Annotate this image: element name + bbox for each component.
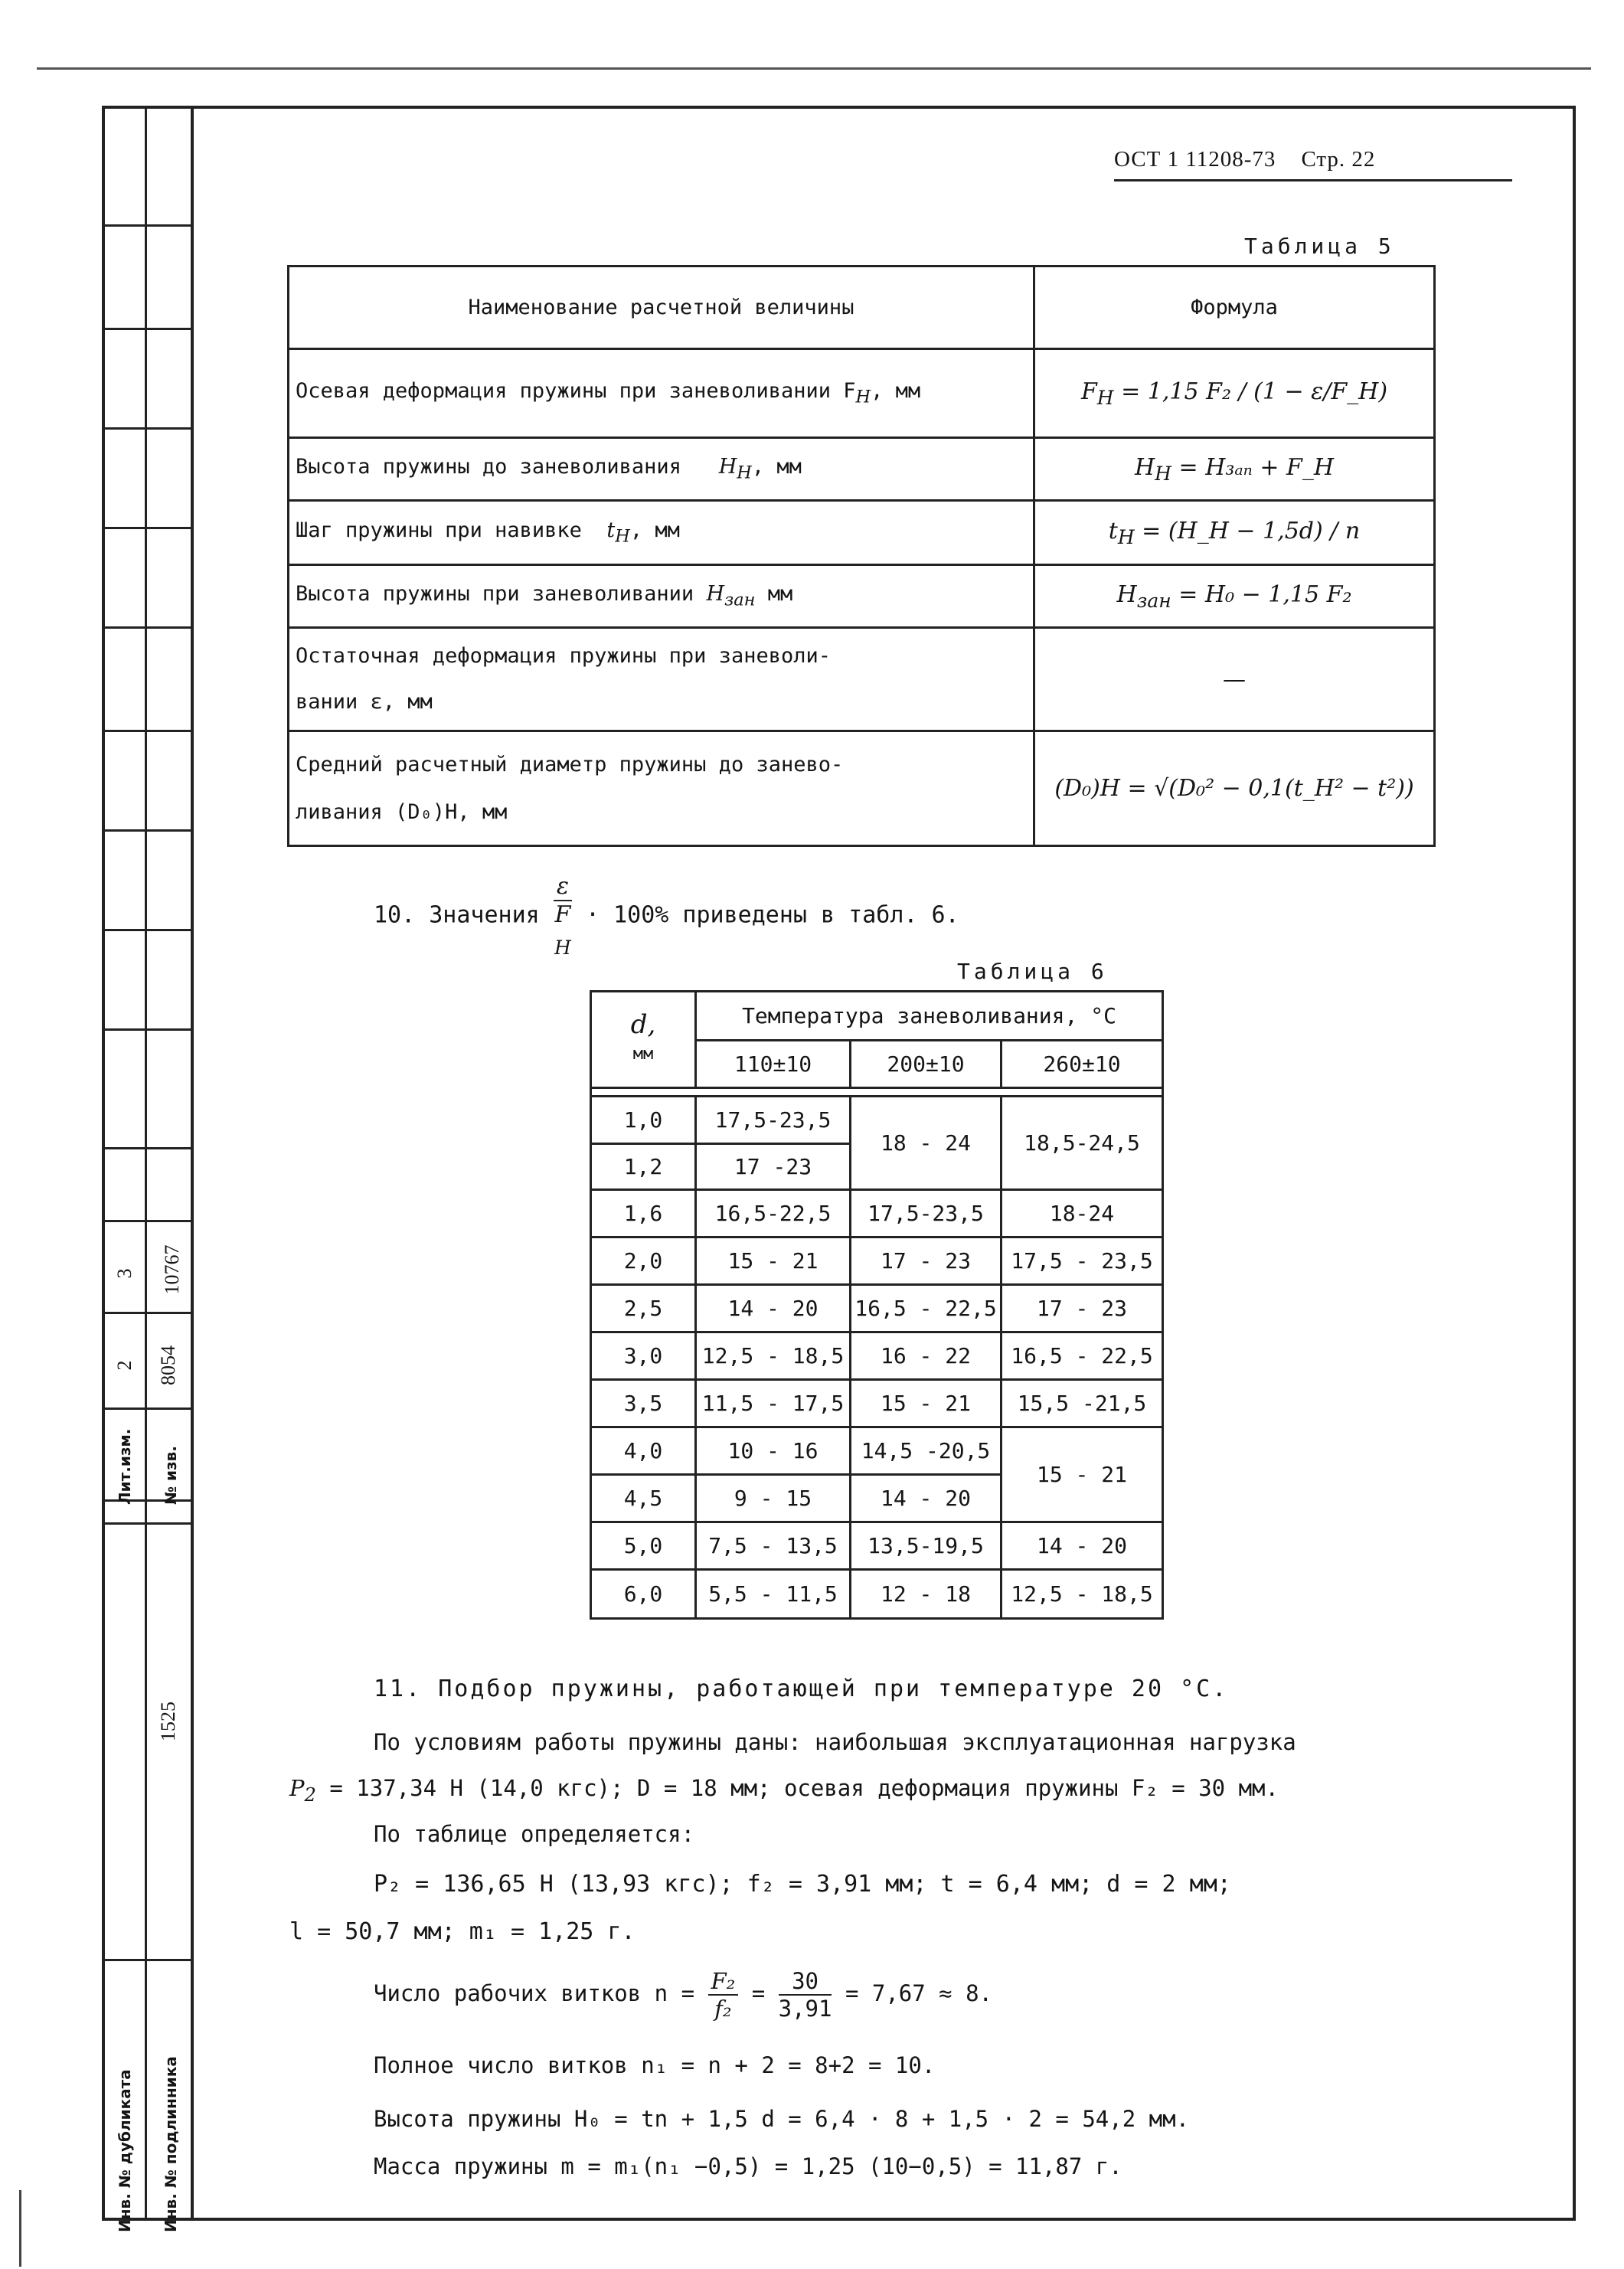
table6-cell: 16,5 - 22,5 — [851, 1285, 1002, 1332]
paragraph-11-line: По таблице определяется: — [374, 1821, 695, 1847]
fraction-30-391: $\frac{30}{3,91}$ — [778, 1968, 832, 2022]
table-row — [591, 1088, 1163, 1097]
rev-2-value: 2 — [113, 1360, 136, 1371]
fraction-eps-f: ε F $_Н$ — [554, 873, 571, 959]
table-row — [289, 266, 1435, 349]
fraction-f2-f2: $\frac{\text{F₂}}{\text{f₂}}$ — [708, 1968, 739, 2022]
strip-rule — [102, 1220, 194, 1222]
inv-podl-label: Инв. № подлинника — [162, 2056, 180, 2232]
table6-cell: 15,5 -21,5 — [1002, 1380, 1163, 1427]
table6-cell: 10 - 16 — [696, 1427, 851, 1475]
table5-cell-formula: $F_Н = 1,15$ F₂ / (1 − ε/F_Н) — [1034, 349, 1435, 438]
table5-cell-name: Шаг пружины при навивке $t_Н$, мм — [289, 501, 1034, 565]
table6-cell: 5,5 - 11,5 — [696, 1570, 851, 1619]
table-row — [289, 731, 1435, 846]
table6-cell: 14 - 20 — [851, 1475, 1002, 1522]
table5-cell-formula: $H_Н = H_{3an}$ + F_Н — [1034, 438, 1435, 501]
table6-temp-110: 110±10 — [696, 1041, 851, 1088]
table6-cell: 7,5 - 13,5 — [696, 1522, 851, 1570]
strip-rule — [102, 1028, 194, 1031]
table6-cell: 12,5 - 18,5 — [1002, 1570, 1163, 1619]
table-row — [591, 1380, 1163, 1427]
table6 — [590, 990, 1164, 1620]
table-row — [591, 1332, 1163, 1380]
table6-cell: 2,5 — [591, 1285, 696, 1332]
paragraph-11-line: Высота пружины H₀ = tn + 1,5 d = 6,4 · 8 + 1,5 · 2 = 54,2 мм. — [374, 2106, 1190, 2132]
inv-podl-value: 1525 — [157, 1702, 179, 1741]
table-row — [591, 1285, 1163, 1332]
strip-rule — [102, 224, 194, 227]
table6-cell: 11,5 - 17,5 — [696, 1380, 851, 1427]
table5-cell-formula: $t_Н$ = (H_Н − 1,5d) / n — [1034, 501, 1435, 565]
lit-izm-label: Лит.изм. — [116, 1428, 134, 1505]
strip-rule — [102, 1522, 194, 1525]
table6-cell: 14 - 20 — [1002, 1522, 1163, 1570]
table6-spacer — [591, 1088, 1163, 1097]
izv-8054-value: 8054 — [157, 1345, 179, 1385]
strip-rule — [102, 527, 194, 529]
table6-cell: 1,6 — [591, 1190, 696, 1237]
paragraph-11-line: Полное число витков n₁ = n + 2 = 8+2 = 10. — [374, 2052, 936, 2078]
table6-cell: 4,0 — [591, 1427, 696, 1475]
table6-cell: 17,5 - 23,5 — [1002, 1237, 1163, 1285]
strip-divider — [145, 106, 147, 2221]
header-rule — [1114, 179, 1512, 181]
strip-rule — [102, 328, 194, 330]
table6-temp-header: Температура заневоливания, °С — [696, 992, 1163, 1041]
table6-cell: 6,0 — [591, 1570, 696, 1619]
table6-cell: 16,5-22,5 — [696, 1190, 851, 1237]
table6-cell: 2,0 — [591, 1237, 696, 1285]
strip-rule — [102, 427, 194, 430]
strip-rule — [102, 1312, 194, 1314]
margin-mark — [19, 2190, 21, 2267]
table-row — [591, 1570, 1163, 1619]
table5-cell-name: Остаточная деформация пружины при заневоли- вании ε, мм — [289, 628, 1034, 731]
paragraph-11-line: Масса пружины m = m₁(n₁ −0,5) = 1,25 (10−0,5) = 11,87 г. — [374, 2153, 1122, 2179]
table6-cell: 14 - 20 — [696, 1285, 851, 1332]
table6-cell: 18,5-24,5 — [1002, 1097, 1163, 1190]
table6-temp-200: 200±10 — [851, 1041, 1002, 1088]
table6-cell: 1,0 — [591, 1097, 696, 1144]
strip-rule — [102, 1959, 194, 1961]
table5 — [287, 265, 1436, 847]
table5-cell-name: Высота пружины до заневоливания $H_Н$, мм — [289, 438, 1034, 501]
strip-rule — [102, 1147, 194, 1149]
table-row — [591, 1237, 1163, 1285]
table6-cell: 15 - 21 — [851, 1380, 1002, 1427]
table6-cell: 3,5 — [591, 1380, 696, 1427]
inv-dubl-label: Инв. № дубликата — [116, 2069, 134, 2232]
table6-cell: 15 - 21 — [696, 1237, 851, 1285]
table5-header-name: Наименование расчетной величины — [289, 266, 1034, 349]
table5-cell-name: Осевая деформация пружины при заневоливании $F_Н$, мм — [289, 349, 1034, 438]
paragraph-11-line: По условиям работы пружины даны: наибольшая эксплуатационная нагрузка — [374, 1729, 1296, 1755]
paragraph-11-line: l = 50,7 мм; m₁ = 1,25 г. — [289, 1918, 636, 1945]
table-row — [289, 628, 1435, 731]
table5-caption: Таблица 5 — [1244, 234, 1395, 259]
table-row — [591, 1427, 1163, 1475]
table6-cell: 16 - 22 — [851, 1332, 1002, 1380]
table5-header-formula: Формула — [1034, 266, 1435, 349]
paragraph-11-line: $P_2 = 137,34$ Н (14,0 кгс); D = 18 мм; осевая деформация пружины F₂ = 30 мм. — [289, 1775, 1279, 1806]
table-row — [289, 501, 1435, 565]
strip-rule — [102, 626, 194, 629]
paragraph-11-title: 11. Подбор пружины, работающей при температуре 20 °С. — [374, 1676, 1229, 1702]
table6-cell: 18 - 24 — [851, 1097, 1002, 1190]
table6-cell: 17 -23 — [696, 1144, 851, 1190]
standard-number: ОСТ 1 11208-73 — [1114, 147, 1276, 172]
table-row — [289, 565, 1435, 628]
rev-3-value: 3 — [113, 1268, 136, 1279]
table-row — [591, 1097, 1163, 1144]
top-border-line — [37, 67, 1591, 70]
paragraph-11-line: P₂ = 136,65 Н (13,93 кгс); f₂ = 3,91 мм; t = 6,4 мм; d = 2 мм; — [374, 1871, 1231, 1898]
table6-cell: 9 - 15 — [696, 1475, 851, 1522]
strip-rule — [102, 730, 194, 732]
paragraph-11-line: Число рабочих витков n = $\frac{\text{F₂}}{\text{f₂}}$ = $\frac{30}{3,91}$ = 7,67 ≈ 8. — [374, 1968, 993, 2022]
table6-cell: 17 - 23 — [1002, 1285, 1163, 1332]
table6-cell: 3,0 — [591, 1332, 696, 1380]
table6-cell: 12 - 18 — [851, 1570, 1002, 1619]
table6-temp-260: 260±10 — [1002, 1041, 1163, 1088]
table-row — [289, 349, 1435, 438]
table-row — [591, 1190, 1163, 1237]
table5-cell-formula: (D₀)Н = √(D₀² − 0,1(t_Н² − t²)) — [1034, 731, 1435, 846]
table6-cell: 17 - 23 — [851, 1237, 1002, 1285]
izv-10767-value: 10767 — [161, 1244, 183, 1295]
table6-cell: 18-24 — [1002, 1190, 1163, 1237]
table6-cell: 13,5-19,5 — [851, 1522, 1002, 1570]
table6-cell: 14,5 -20,5 — [851, 1427, 1002, 1475]
strip-rule — [102, 829, 194, 832]
table-row — [289, 438, 1435, 501]
page-header — [1114, 147, 1375, 172]
page-number: Стр. 22 — [1301, 147, 1376, 172]
table5-cell-name: Средний расчетный диаметр пружины до занево- ливания (D₀)Н, мм — [289, 731, 1034, 846]
table6-cell: 17,5-23,5 — [851, 1190, 1002, 1237]
table5-cell-formula: — — [1034, 628, 1435, 731]
paragraph-10: 10. Значения ε F $_Н$ · 100% приведены в табл. 6. — [374, 873, 959, 959]
table6-cell: 4,5 — [591, 1475, 696, 1522]
table6-cell: 5,0 — [591, 1522, 696, 1570]
no-izv-label: № изв. — [162, 1446, 180, 1505]
table-row — [591, 1522, 1163, 1570]
table6-d-header: d, мм — [591, 992, 696, 1088]
table6-caption: Таблица 6 — [957, 959, 1108, 984]
table6-cell: 12,5 - 18,5 — [696, 1332, 851, 1380]
table6-cell: 17,5-23,5 — [696, 1097, 851, 1144]
table-row — [591, 992, 1163, 1041]
table5-cell-formula: $H_{зан} = H_0 - 1,15$ F₂ — [1034, 565, 1435, 628]
table6-cell: 1,2 — [591, 1144, 696, 1190]
table6-cell: 15 - 21 — [1002, 1427, 1163, 1522]
table5-cell-name: Высота пружины при заневоливании $H_{зан}$ мм — [289, 565, 1034, 628]
strip-rule — [102, 929, 194, 931]
binding-strip — [102, 106, 194, 2232]
table6-cell: 16,5 - 22,5 — [1002, 1332, 1163, 1380]
